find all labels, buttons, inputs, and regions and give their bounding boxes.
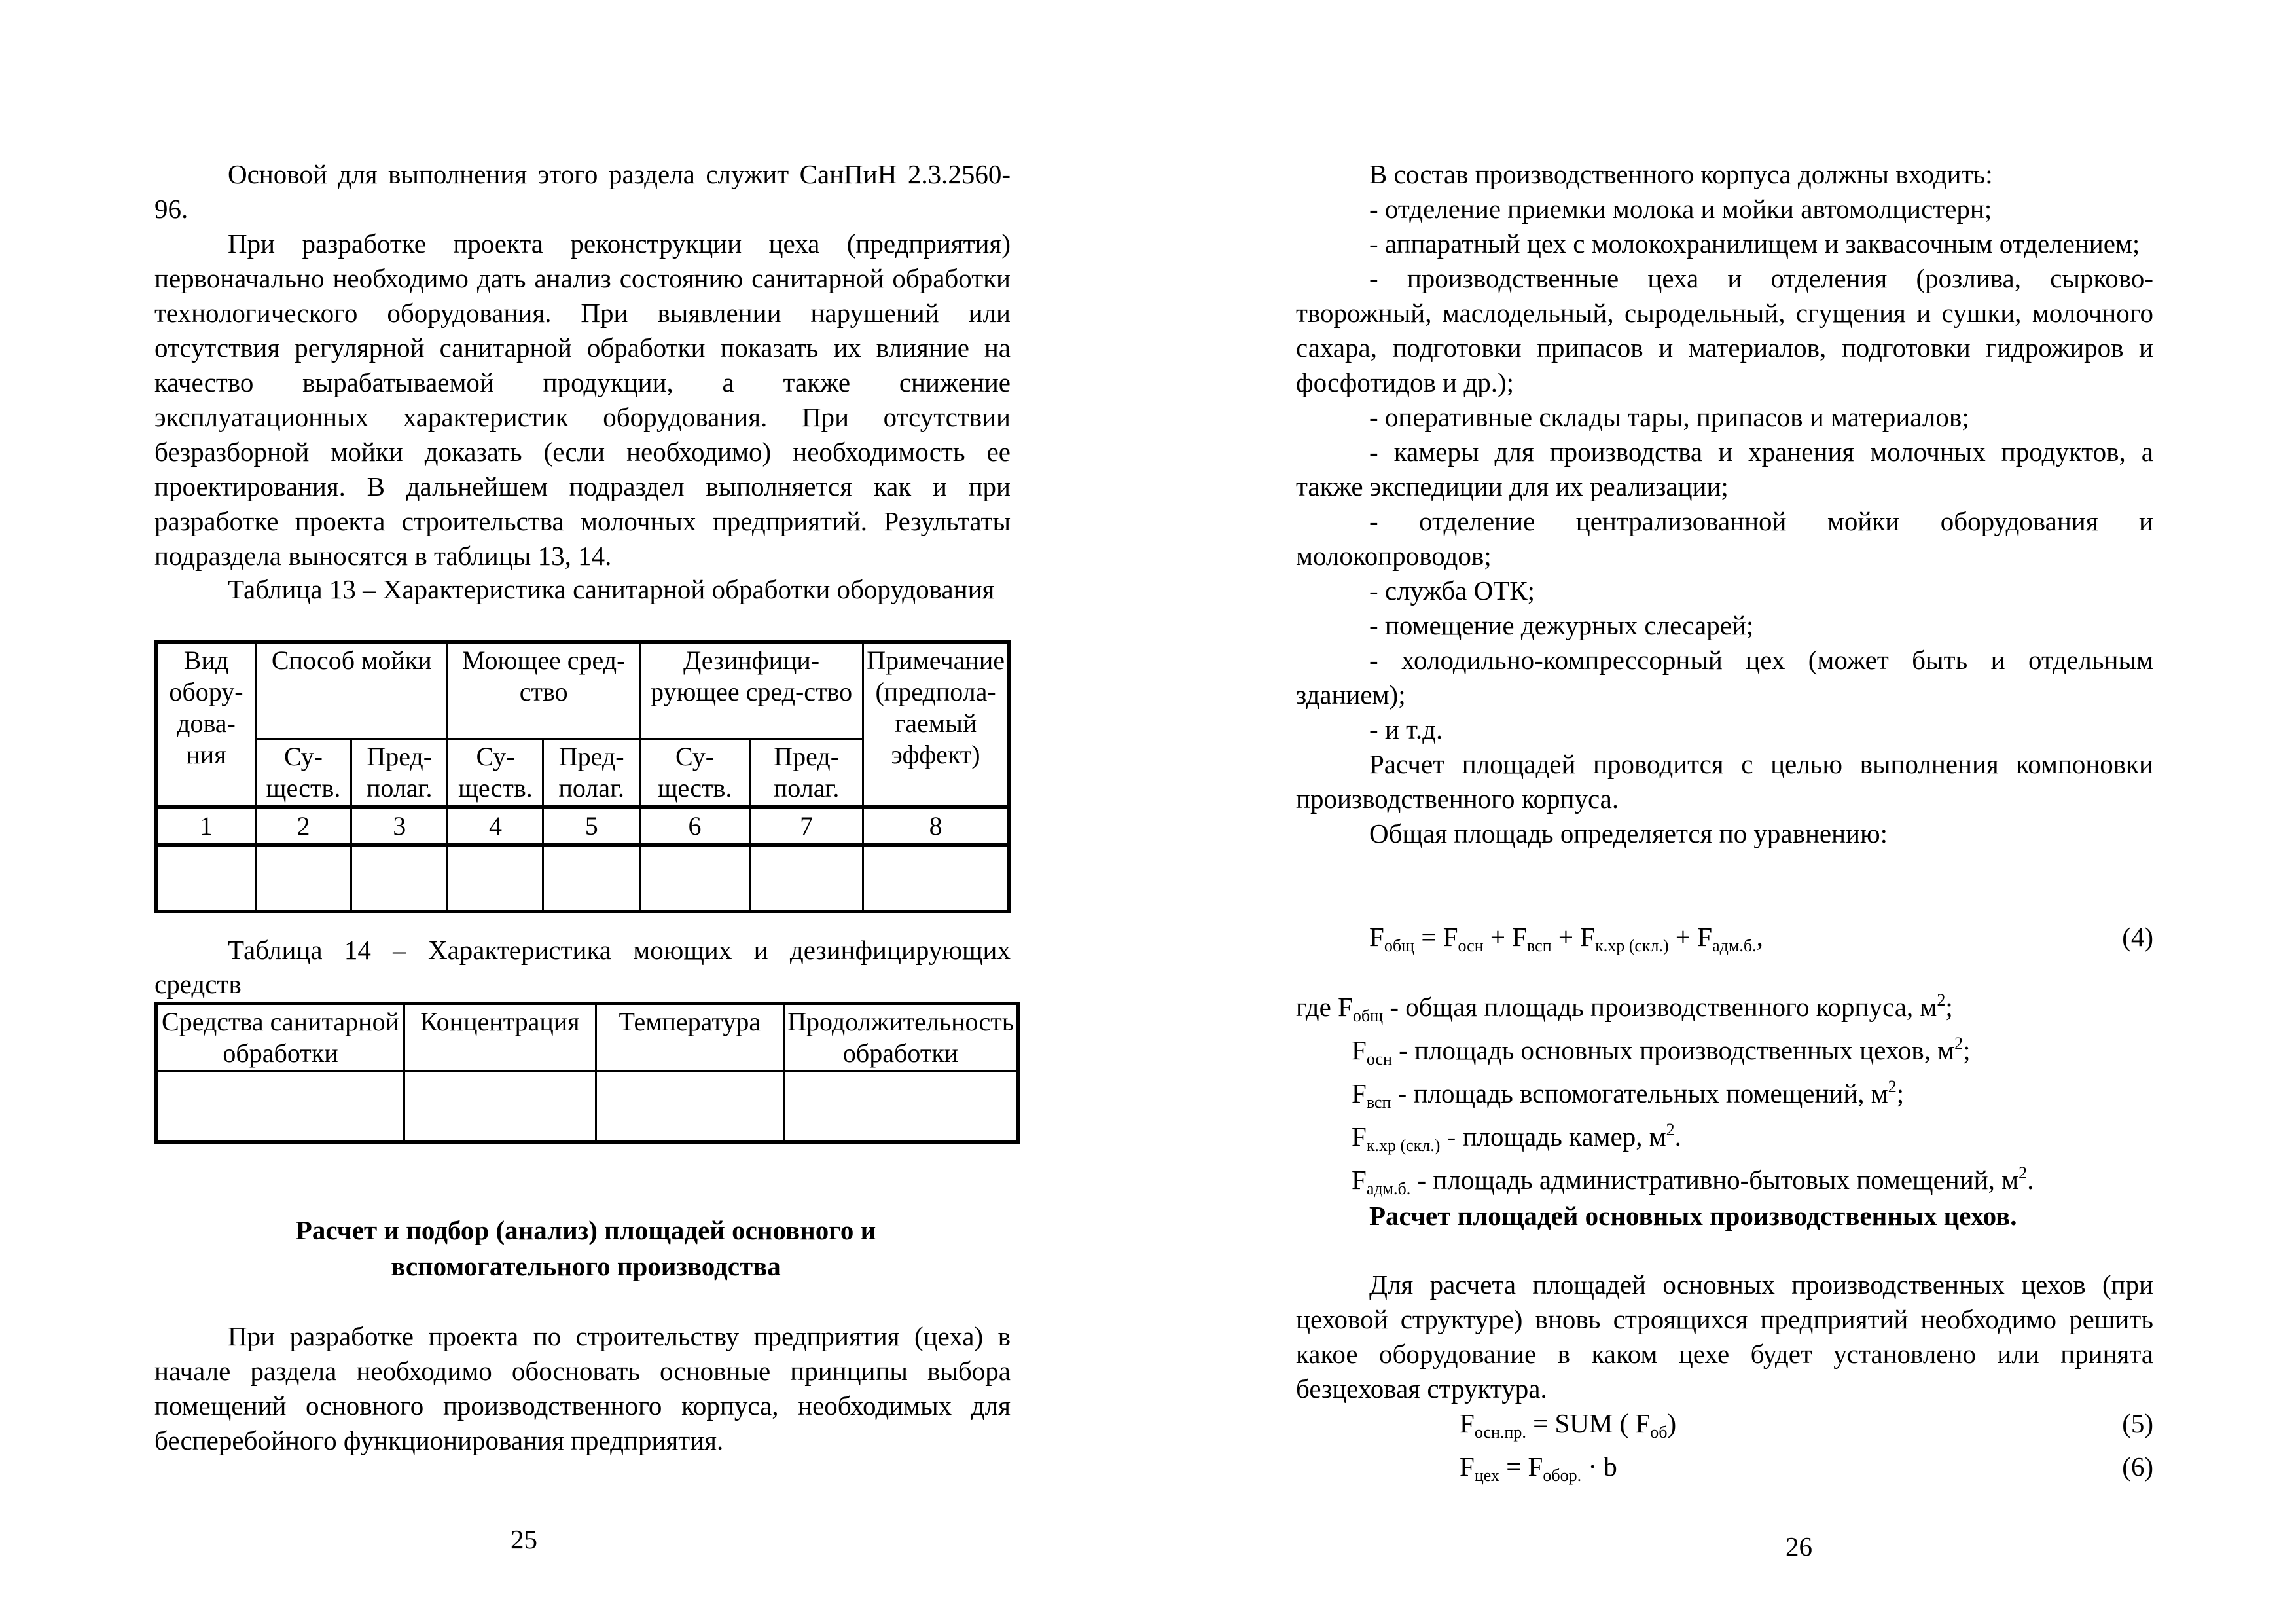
table-row xyxy=(156,845,1009,912)
th-plan: Пред-полаг. xyxy=(351,739,448,808)
equation-number: (5) xyxy=(2122,1408,2153,1438)
th-moyush: Моющее сред-ство xyxy=(448,642,639,739)
list-item: - производственные цеха и отделения (розлива, сырково-творожный, маслодельный, сыродельный, сгущения и сушки, молочного сахара, подготовки припасов и материалов, подготовки гидрожиров и фосфотидов и др.); xyxy=(1296,263,2153,397)
table-row xyxy=(156,1072,1018,1142)
table-13 xyxy=(154,640,1011,913)
paragraph: Расчет площадей проводится с целью выполнения компоновки производственного корпуса. xyxy=(1296,749,2153,814)
equation-number: (6) xyxy=(2122,1451,2153,1482)
list-item: - служба ОТК; xyxy=(1369,575,1535,606)
definition: где $F_{общ}$ - общая площадь производственного корпуса, $м^2$; xyxy=(1296,991,1953,1025)
th-sposob: Способ мойки xyxy=(256,642,448,739)
th-exist: Су-ществ. xyxy=(639,739,749,808)
table14-caption: Таблица 14 – Характеристика моющих и дезинфицирующих средств xyxy=(154,935,1011,999)
col-number: 4 xyxy=(448,807,543,845)
list-item: - отделение централизованной мойки оборудования и молокопроводов; xyxy=(1296,506,2153,571)
th-sredstva: Средства санитарной обработки xyxy=(156,1004,404,1072)
col-number: 8 xyxy=(863,807,1009,845)
paragraph: При разработке проекта по строительству предприятия (цеха) в начале раздела необходимо обосновать основные принципы выбора помещений основного производственного корпуса, необходимых для бесперебойного функционирования предприятия. xyxy=(154,1321,1011,1455)
col-number: 1 xyxy=(156,807,256,845)
right-intro xyxy=(1296,157,2153,851)
page-number: 25 xyxy=(511,1524,537,1554)
col-number: 6 xyxy=(639,807,749,845)
paragraph: Общая площадь определяется по уравнению: xyxy=(1369,818,1888,848)
equation-number: (4) xyxy=(2122,922,2153,952)
definition: $F_{осн}$ - площадь основных производственных цехов, $м^2$; xyxy=(1352,1034,1971,1068)
left-heading-block xyxy=(249,1213,923,1285)
col-number: 2 xyxy=(256,807,351,845)
th-temp: Температура xyxy=(596,1004,784,1072)
th-exist: Су-ществ. xyxy=(256,739,351,808)
th-plan: Пред-полаг. xyxy=(750,739,863,808)
th-konc: Концентрация xyxy=(404,1004,596,1072)
th-prim: Примечание (предпола-гаемый эффект) xyxy=(863,642,1009,808)
definition: $F_{всп}$ - площадь вспомогательных помещений, $м^2$; xyxy=(1352,1077,1905,1112)
section-heading: Расчет и подбор (анализ) площадей основного и вспомогательного производства xyxy=(295,1215,876,1281)
paragraph: Основой для выполнения этого раздела служит СанПиН 2.3.2560-96. xyxy=(154,159,1011,224)
right-para xyxy=(1296,1267,2153,1493)
th-dezinf: Дезинфици-рующее сред-ство xyxy=(639,642,863,739)
th-exist: Су-ществ. xyxy=(448,739,543,808)
equation-body: $F_{общ} = F_{осн} + F_{всп} + F_{к.хр (скл.)} + F_{адм.б.}$, xyxy=(1369,922,1763,955)
list-item: - помещение дежурных слесарей; xyxy=(1369,610,1754,640)
list-item: - отделение приемки молока и мойки автомолцистерн; xyxy=(1369,194,1992,224)
paragraph: При разработке проекта реконструкции цеха (предприятия) первоначально необходимо дать анализ состоянию санитарной обработки технологического оборудования. При выявлении нарушений или отсутствия регулярной санитарной обработки показать их влияние на качество вырабатываемой продукции, а также снижение эксплуатационных характеристик оборудования. При отсутствии безразборной мойки доказать (если необходимо) необходимость ее проектирования. В дальнейшем подраздел выполняется как и при разработке проекта строительства молочных предприятий. Результаты подраздела выносятся в таблицы 13, 14. xyxy=(154,228,1011,571)
paragraph: Для расчета площадей основных производственных цехов (при цеховой структуре) вновь строящихся предприятий необходимо решить какое оборудование в каком цехе будет установлено или принята безцеховая структура. xyxy=(1296,1269,2153,1404)
left-intro xyxy=(154,157,1011,605)
col-number: 3 xyxy=(351,807,448,845)
table-14 xyxy=(154,1002,1020,1144)
list-item: - камеры для производства и хранения молочных продуктов, а также экспедиции для их реализации; xyxy=(1296,437,2153,501)
col-number: 7 xyxy=(750,807,863,845)
section-heading: Расчет площадей основных производственных цехов. xyxy=(1369,1201,2017,1231)
table14-caption-block xyxy=(154,933,1011,1001)
paragraph: В состав производственного корпуса должны входить: xyxy=(1369,159,1993,189)
list-item: - оперативные склады тары, припасов и материалов; xyxy=(1369,402,1969,432)
equation-6: $F_{цех} = F_{обор.} \cdot b$ (6) xyxy=(1296,1450,2153,1493)
right-heading-block xyxy=(1296,1198,2153,1234)
col-number: 5 xyxy=(543,807,640,845)
list-item: - холодильно-компрессорный цех (может быть и отдельным зданием); xyxy=(1296,645,2153,710)
table13-caption: Таблица 13 – Характеристика санитарной обработки оборудования xyxy=(228,574,995,604)
left-closing xyxy=(154,1319,1011,1458)
equation-5: $F_{осн.пр.}$ = SUM ( $F_{об}$) (5) xyxy=(1296,1406,2153,1450)
definition: $F_{к.хр (скл.)}$ - площадь камер, $м^2$. xyxy=(1352,1120,1681,1155)
th-vid: Вид обору-дова-ния xyxy=(156,642,256,808)
th-duration: Продолжительность обработки xyxy=(784,1004,1018,1072)
definitions xyxy=(1296,990,2153,1206)
th-plan: Пред-полаг. xyxy=(543,739,640,808)
equation-4 xyxy=(1296,920,2153,963)
definition: $F_{адм.б.}$ - площадь административно-бытовых помещений, $м^2$. xyxy=(1352,1163,2034,1198)
list-item: - аппаратный цех с молокохранилищем и заквасочным отделением; xyxy=(1369,228,2140,259)
page-number: 26 xyxy=(1785,1531,1812,1561)
list-item: - и т.д. xyxy=(1369,714,1443,744)
